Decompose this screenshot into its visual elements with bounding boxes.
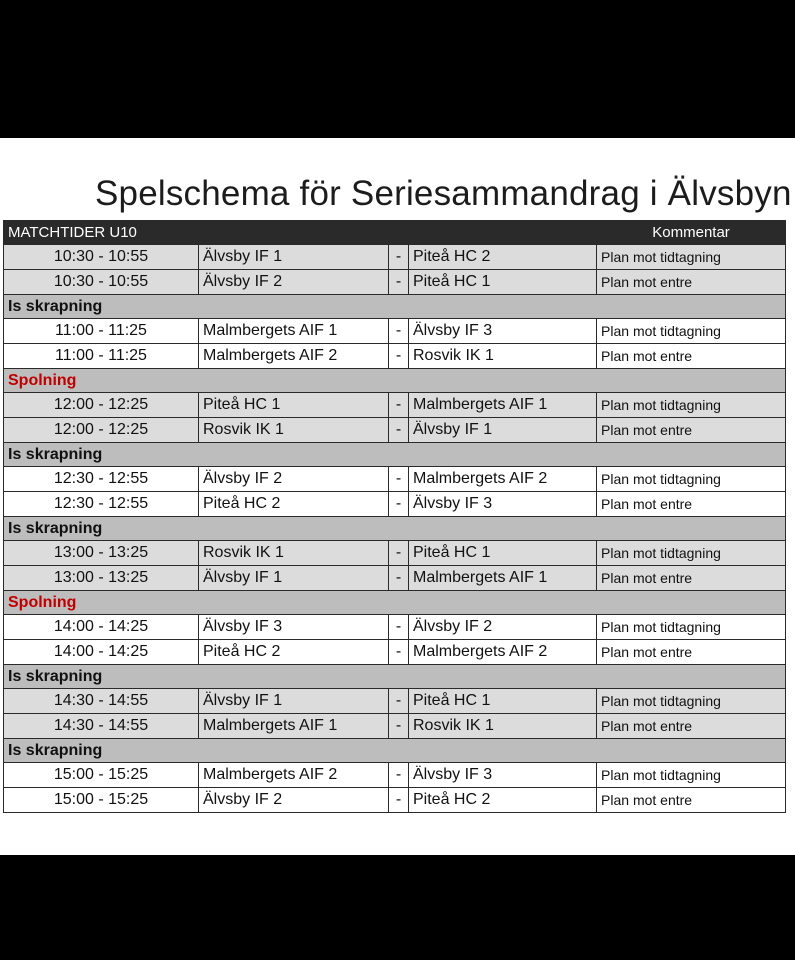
- match-time: 15:00 - 15:25: [4, 788, 199, 813]
- home-team: Älvsby IF 2: [199, 467, 389, 492]
- match-row: [4, 640, 786, 665]
- away-team: Malmbergets AIF 2: [409, 467, 597, 492]
- match-row: [4, 467, 786, 492]
- home-team: Älvsby IF 3: [199, 615, 389, 640]
- match-comment: Plan mot tidtagning: [597, 245, 786, 270]
- match-row: [4, 344, 786, 369]
- home-team: Älvsby IF 2: [199, 270, 389, 295]
- match-row: [4, 615, 786, 640]
- away-team: Älvsby IF 3: [409, 319, 597, 344]
- match-comment: Plan mot entre: [597, 714, 786, 739]
- match-row: [4, 566, 786, 591]
- vs-separator: -: [389, 788, 409, 813]
- away-team: Älvsby IF 1: [409, 418, 597, 443]
- match-row: [4, 319, 786, 344]
- match-time: 11:00 - 11:25: [4, 344, 199, 369]
- match-comment: Plan mot tidtagning: [597, 763, 786, 788]
- vs-separator: -: [389, 714, 409, 739]
- match-row: [4, 245, 786, 270]
- schedule-table: [3, 220, 786, 813]
- match-comment: Plan mot tidtagning: [597, 467, 786, 492]
- vs-separator: -: [389, 467, 409, 492]
- vs-separator: -: [389, 418, 409, 443]
- match-comment: Plan mot entre: [597, 492, 786, 517]
- match-row: [4, 492, 786, 517]
- vs-separator: -: [389, 344, 409, 369]
- match-time: 15:00 - 15:25: [4, 763, 199, 788]
- home-team: Malmbergets AIF 2: [199, 344, 389, 369]
- home-team: Älvsby IF 1: [199, 245, 389, 270]
- match-row: [4, 270, 786, 295]
- vs-separator: -: [389, 615, 409, 640]
- away-team: Älvsby IF 3: [409, 492, 597, 517]
- match-comment: Plan mot entre: [597, 270, 786, 295]
- comment-header: Kommentar: [597, 221, 786, 245]
- home-team: Malmbergets AIF 1: [199, 714, 389, 739]
- match-time: 12:00 - 12:25: [4, 393, 199, 418]
- matchtider-header: MATCHTIDER U10: [4, 221, 597, 245]
- match-time: 13:00 - 13:25: [4, 566, 199, 591]
- away-team: Piteå HC 1: [409, 541, 597, 566]
- away-team: Rosvik IK 1: [409, 344, 597, 369]
- match-comment: Plan mot tidtagning: [597, 541, 786, 566]
- match-comment: Plan mot tidtagning: [597, 689, 786, 714]
- section-label: Is skrapning: [4, 739, 786, 763]
- match-time: 14:30 - 14:55: [4, 689, 199, 714]
- match-row: [4, 689, 786, 714]
- home-team: Älvsby IF 1: [199, 566, 389, 591]
- section-label: Is skrapning: [4, 517, 786, 541]
- match-time: 11:00 - 11:25: [4, 319, 199, 344]
- away-team: Malmbergets AIF 2: [409, 640, 597, 665]
- vs-separator: -: [389, 541, 409, 566]
- away-team: Malmbergets AIF 1: [409, 566, 597, 591]
- home-team: Rosvik IK 1: [199, 418, 389, 443]
- vs-separator: -: [389, 319, 409, 344]
- section-row: [4, 665, 786, 689]
- match-comment: Plan mot entre: [597, 788, 786, 813]
- match-row: [4, 393, 786, 418]
- home-team: Älvsby IF 1: [199, 689, 389, 714]
- match-row: [4, 541, 786, 566]
- home-team: Piteå HC 2: [199, 640, 389, 665]
- match-time: 14:30 - 14:55: [4, 714, 199, 739]
- match-row: [4, 714, 786, 739]
- vs-separator: -: [389, 689, 409, 714]
- vs-separator: -: [389, 566, 409, 591]
- section-row: [4, 443, 786, 467]
- home-team: Piteå HC 1: [199, 393, 389, 418]
- section-row: [4, 295, 786, 319]
- away-team: Piteå HC 1: [409, 689, 597, 714]
- schedule-document: [0, 138, 795, 855]
- match-time: 12:30 - 12:55: [4, 467, 199, 492]
- section-label: Is skrapning: [4, 295, 786, 319]
- match-comment: Plan mot tidtagning: [597, 615, 786, 640]
- home-team: Älvsby IF 2: [199, 788, 389, 813]
- away-team: Älvsby IF 2: [409, 615, 597, 640]
- away-team: Älvsby IF 3: [409, 763, 597, 788]
- vs-separator: -: [389, 640, 409, 665]
- match-comment: Plan mot entre: [597, 418, 786, 443]
- section-row: [4, 591, 786, 615]
- section-label: Spolning: [4, 369, 786, 393]
- match-comment: Plan mot tidtagning: [597, 319, 786, 344]
- section-row: [4, 369, 786, 393]
- home-team: Piteå HC 2: [199, 492, 389, 517]
- section-label: Spolning: [4, 591, 786, 615]
- away-team: Piteå HC 1: [409, 270, 597, 295]
- vs-separator: -: [389, 270, 409, 295]
- away-team: Piteå HC 2: [409, 788, 597, 813]
- match-time: 12:00 - 12:25: [4, 418, 199, 443]
- section-row: [4, 517, 786, 541]
- table-header-row: [4, 221, 786, 245]
- match-comment: Plan mot entre: [597, 566, 786, 591]
- match-row: [4, 788, 786, 813]
- away-team: Malmbergets AIF 1: [409, 393, 597, 418]
- home-team: Malmbergets AIF 1: [199, 319, 389, 344]
- match-time: 10:30 - 10:55: [4, 270, 199, 295]
- match-time: 13:00 - 13:25: [4, 541, 199, 566]
- match-time: 14:00 - 14:25: [4, 640, 199, 665]
- match-time: 10:30 - 10:55: [4, 245, 199, 270]
- home-team: Malmbergets AIF 2: [199, 763, 389, 788]
- vs-separator: -: [389, 245, 409, 270]
- section-label: Is skrapning: [4, 665, 786, 689]
- away-team: Rosvik IK 1: [409, 714, 597, 739]
- section-label: Is skrapning: [4, 443, 786, 467]
- match-comment: Plan mot tidtagning: [597, 393, 786, 418]
- vs-separator: -: [389, 393, 409, 418]
- match-time: 12:30 - 12:55: [4, 492, 199, 517]
- home-team: Rosvik IK 1: [199, 541, 389, 566]
- section-row: [4, 739, 786, 763]
- match-row: [4, 418, 786, 443]
- match-comment: Plan mot entre: [597, 344, 786, 369]
- match-time: 14:00 - 14:25: [4, 615, 199, 640]
- match-comment: Plan mot entre: [597, 640, 786, 665]
- vs-separator: -: [389, 763, 409, 788]
- away-team: Piteå HC 2: [409, 245, 597, 270]
- page-title: Spelschema för Seriesammandrag i Älvsbyn: [95, 174, 792, 213]
- vs-separator: -: [389, 492, 409, 517]
- match-row: [4, 763, 786, 788]
